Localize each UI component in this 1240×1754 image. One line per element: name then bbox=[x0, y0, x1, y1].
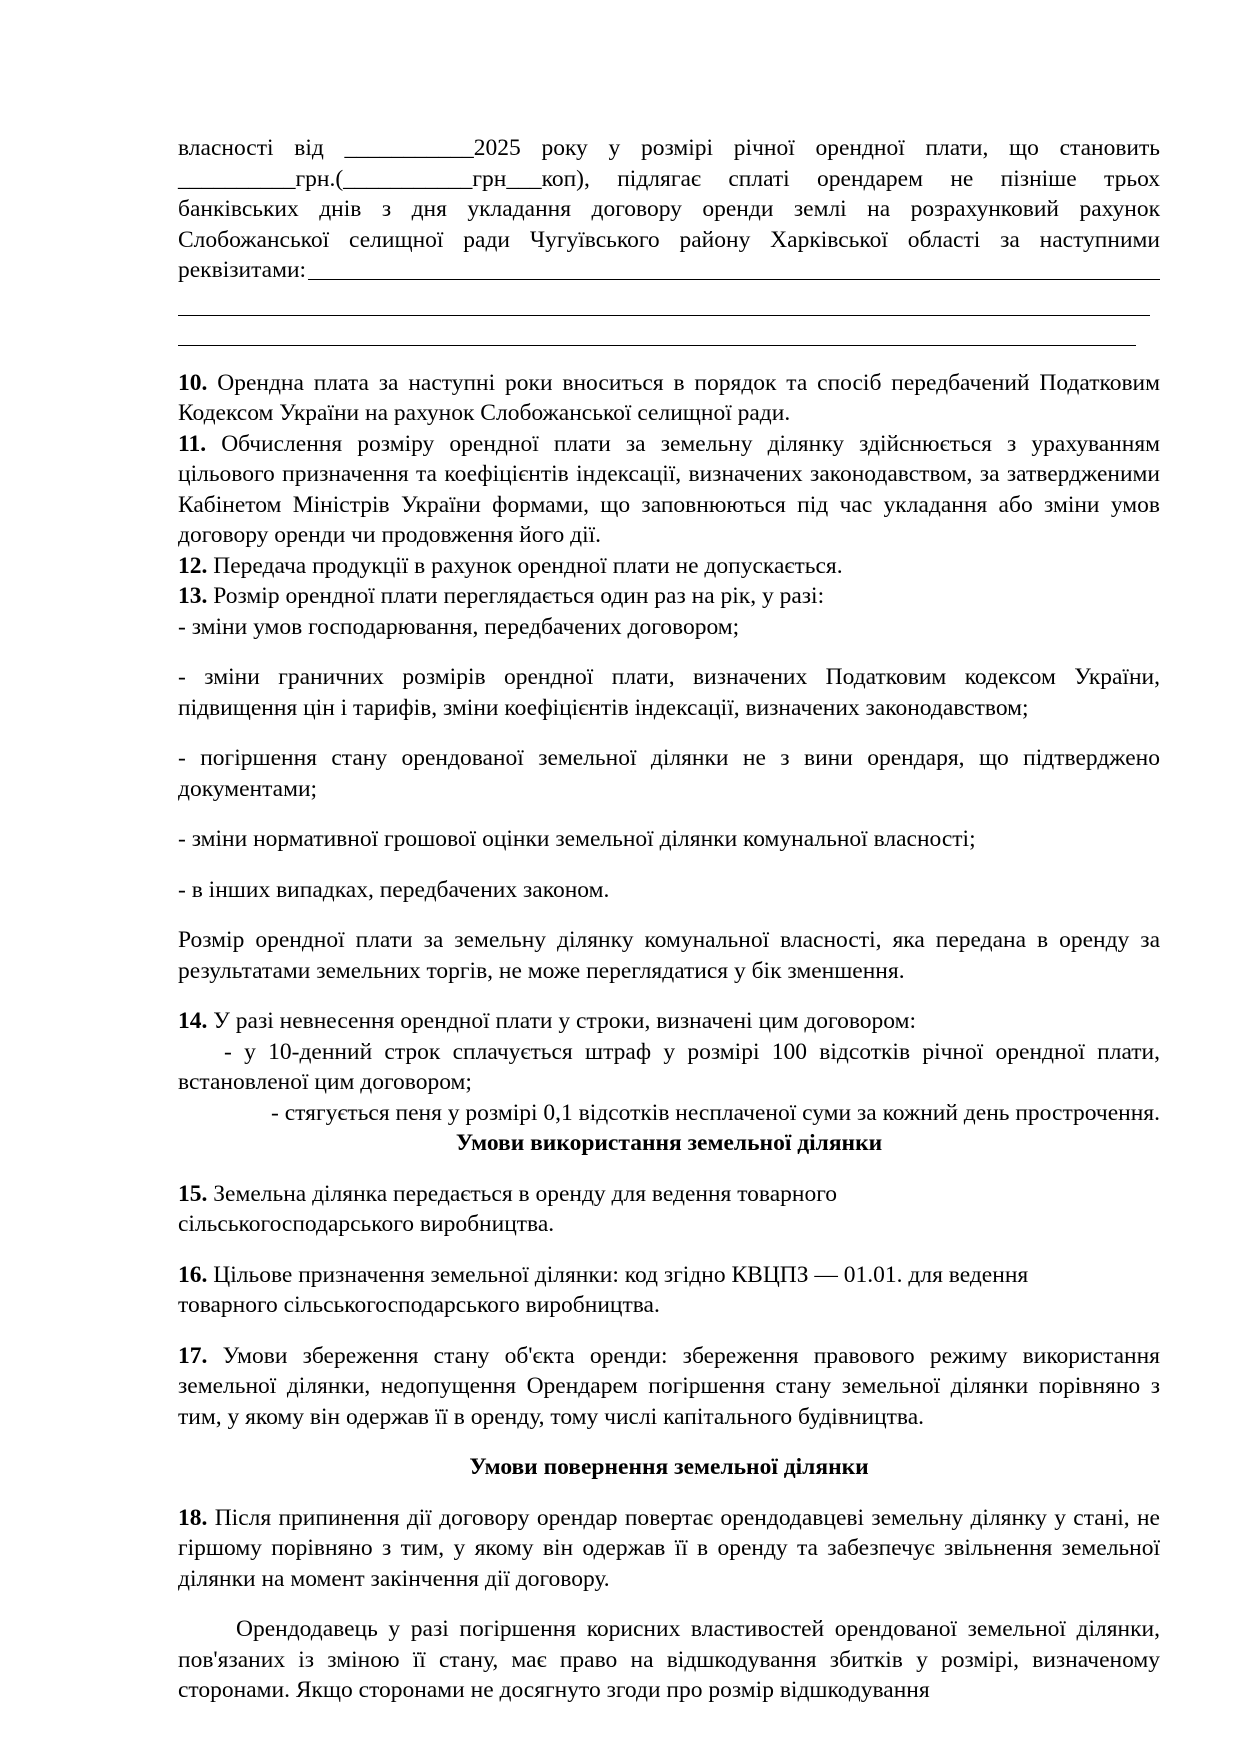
clause-number: 18. bbox=[178, 1504, 208, 1531]
clause-18 bbox=[178, 1503, 1160, 1595]
clause-19: Орендодавець у разі погіршення корисних властивостей орендованої земельної ділянки, пов'язаних із зміною її стану, має право на відшкодування збитків у розмірі, визначеному сторонами. Якщо сторонами не досягнуто згоди про розмір відшкодування bbox=[178, 1616, 1160, 1703]
clause-text: У разі невнесення орендної плати у строки, визначені цим договором: bbox=[207, 1008, 917, 1034]
clause-number: 15. bbox=[178, 1180, 208, 1207]
clause-text: Після припинення дії договору орендар повертає орендодавцеві земельну ділянку у стані, не гіршому порівняно з тим, у якому він одержав її в оренду та забезпечує звільнення земельної ділянки на момент закінчення дії договору. bbox=[178, 1504, 1160, 1592]
intro-line-1: власності від ___________2025 року у розмірі річної орендної плати, що становить bbox=[178, 135, 1160, 161]
clause-10 bbox=[178, 368, 1160, 429]
clause-11 bbox=[178, 429, 1160, 551]
clause-number: 12. bbox=[178, 552, 208, 579]
clause-13-item-3: - погіршення стану орендованої земельної ділянки не з вини орендаря, що підтверджено документами; bbox=[178, 745, 1160, 802]
clause-17 bbox=[178, 1341, 1160, 1433]
intro-line-3: банківських днів з дня укладання договору оренди землі на розрахунковий рахунок bbox=[178, 196, 1160, 222]
clause-text: Умови збереження стану об'єкта оренди: збереження правового режиму використання земельної ділянки, недопущення Орендарем погіршення стану земельної ділянки порівняно з тим, у якому він одержав її в оренду, тому числі капітального будівництва. bbox=[178, 1342, 1160, 1430]
requisites-line bbox=[178, 255, 1160, 286]
clause-number: 16. bbox=[178, 1261, 208, 1288]
clause-number: 14. bbox=[178, 1008, 208, 1034]
section-heading-return: Умови повернення земельної ділянки bbox=[469, 1454, 869, 1480]
document-body bbox=[178, 133, 1160, 1706]
clause-13-item-1: - зміни умов господарювання, передбачених договором; bbox=[178, 613, 740, 640]
clause-number: 17. bbox=[178, 1342, 208, 1369]
requisites-blank bbox=[308, 279, 1160, 280]
clause-15: 15. Земельна ділянка передається в оренду для ведення товарного сільськогосподарського виробництва. bbox=[178, 1180, 838, 1237]
clause-13-item-4: - зміни нормативної грошової оцінки земельної ділянки комунальної власності; bbox=[178, 826, 976, 852]
requisites-blank-line-3 bbox=[178, 316, 1136, 346]
clause-number: 13. bbox=[178, 583, 208, 609]
clause-14 bbox=[178, 1006, 1160, 1037]
clause-12 bbox=[178, 551, 1160, 582]
clause-text: Передача продукції в рахунок орендної плати не допускається. bbox=[207, 552, 843, 579]
clause-13-item-5: - в інших випадках, передбачених законом. bbox=[178, 876, 610, 903]
clause-number: 11. bbox=[178, 430, 207, 457]
clause-number: 10. bbox=[178, 369, 208, 396]
clause-text: Орендна плата за наступні роки вноситься в порядок та спосіб передбачений Податковим Кодексом України на рахунок Слобожанської селищної ради. bbox=[178, 369, 1160, 426]
clause-14-item-2: - стягується пеня у розмірі 0,1 відсотків несплаченої суми за кожний день прострочення. bbox=[271, 1099, 1160, 1126]
intro-line-2: __________грн.(___________грн___коп), підлягає сплаті орендарем не пізніше трьох bbox=[178, 165, 1160, 192]
clause-14-item-1: - у 10-денний строк сплачується штраф у розмірі 100 відсотків річної орендної плати, встановленої цим договором; bbox=[178, 1038, 1160, 1095]
requisites-label: реквізитами: bbox=[178, 257, 307, 283]
clause-16: 16. Цільове призначення земельної ділянки: код згідно КВЦПЗ — 01.01. для ведення товарного сільськогосподарського виробництва. bbox=[178, 1261, 1029, 1318]
section-heading-usage: Умови використання земельної ділянки bbox=[455, 1130, 883, 1156]
clause-13-note: Розмір орендної плати за земельну ділянку комунальної власності, яка передана в оренду за результатами земельних торгів, не може переглядатися у бік зменшення. bbox=[178, 927, 1160, 984]
clause-13 bbox=[178, 581, 1160, 612]
intro-line-4: Слобожанської селищної ради Чугуївського району Харківської області за наступними bbox=[178, 226, 1160, 253]
requisites-blank-line-2 bbox=[178, 286, 1150, 316]
clause-text: Розмір орендної плати переглядається один раз на рік, у разі: bbox=[207, 583, 825, 609]
clause-text: Обчислення розміру орендної плати за земельну ділянку здійснюється з урахуванням цільового призначення та коефіцієнтів індексації, визначених законодавством, за затвердженими Кабінетом Міністрів України формами, що заповнюються під час укладання або зміни умов договору оренди чи продовження його дії. bbox=[178, 430, 1160, 548]
clause-13-item-2: - зміни граничних розмірів орендної плати, визначених Податковим кодексом України, підвищення цін і тарифів, зміни коефіцієнтів індексації, визначених законодавством; bbox=[178, 664, 1160, 721]
